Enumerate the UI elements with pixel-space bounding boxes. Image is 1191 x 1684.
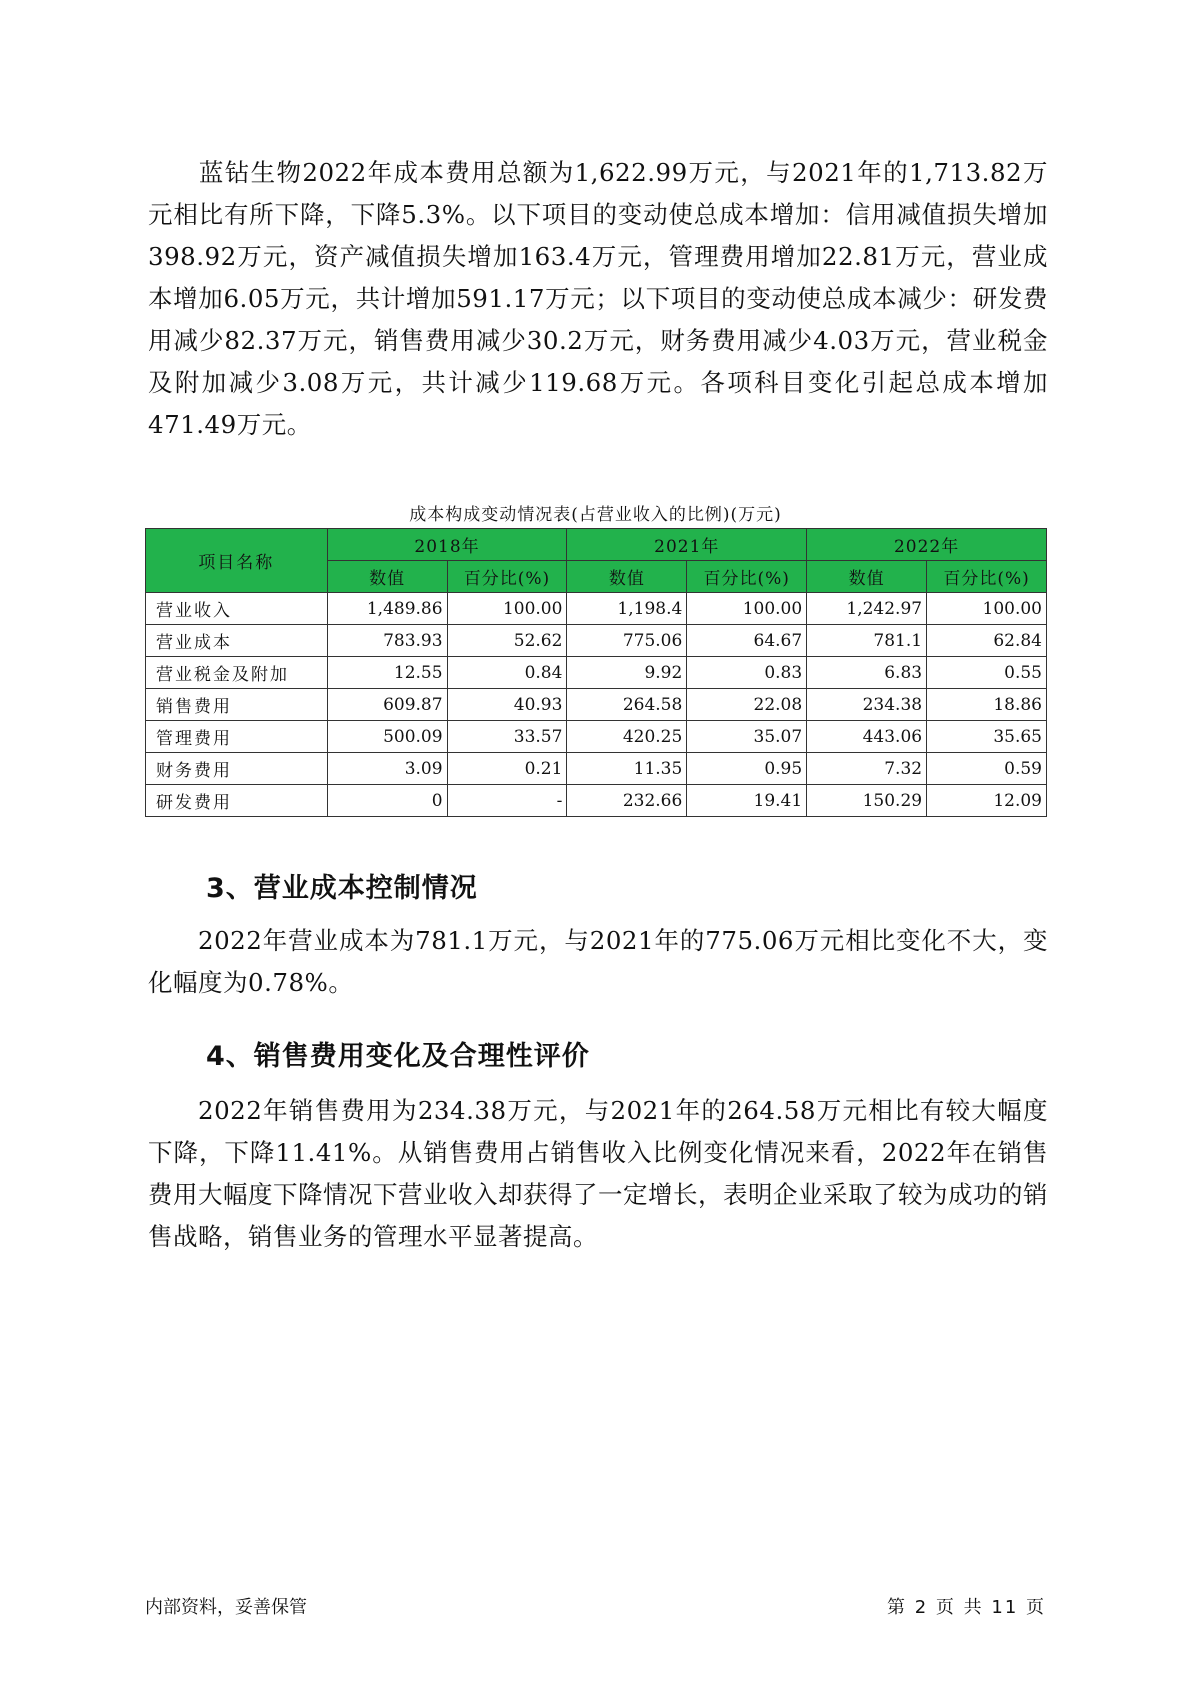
table-row [146,785,1047,817]
header-year-2022: 2022年 [807,529,1047,561]
cell-percent: 100.00 [687,593,807,625]
paragraph-sales-expense [148,1090,1048,1258]
row-label: 营业成本 [146,625,328,657]
cell-percent: 18.86 [927,689,1047,721]
header-value: 数值 [567,561,687,593]
cell-value: 500.09 [327,721,447,753]
cell-value: 781.1 [807,625,927,657]
cell-value: 420.25 [567,721,687,753]
cell-value: 11.35 [567,753,687,785]
table-row [146,689,1047,721]
section-heading-operating-cost: 3、营业成本控制情况 [206,873,478,904]
cell-percent: 62.84 [927,625,1047,657]
paragraph-operating-cost-text: 2022年营业成本为781.1万元，与2021年的775.06万元相比变化不大，变化幅度为0.78%。 [148,926,1048,997]
header-percent: 百分比(%) [447,561,567,593]
cell-value: 775.06 [567,625,687,657]
table-row [146,753,1047,785]
cell-value: 9.92 [567,657,687,689]
cell-value: 150.29 [807,785,927,817]
cell-value: 0 [327,785,447,817]
cost-structure-table [145,528,1047,817]
cell-percent: 12.09 [927,785,1047,817]
cell-value: 12.55 [327,657,447,689]
cell-percent: 22.08 [687,689,807,721]
cell-value: 783.93 [327,625,447,657]
cell-percent: 100.00 [927,593,1047,625]
footer-page-number: 第 2 页 共 11 页 [887,1597,1046,1618]
row-label: 研发费用 [146,785,328,817]
cell-value: 6.83 [807,657,927,689]
header-year-2021: 2021年 [567,529,807,561]
row-label: 财务费用 [146,753,328,785]
header-value: 数值 [327,561,447,593]
row-label: 营业税金及附加 [146,657,328,689]
row-label: 管理费用 [146,721,328,753]
table-row [146,593,1047,625]
row-label: 销售费用 [146,689,328,721]
cell-percent: 33.57 [447,721,567,753]
cell-value: 1,198.4 [567,593,687,625]
footer-confidential-note: 内部资料，妥善保管 [145,1597,307,1618]
paragraph-sales-expense-text: 2022年销售费用为234.38万元，与2021年的264.58万元相比有较大幅度下降，下降11.41%。从销售费用占销售收入比例变化情况来看，2022年在销售费用大幅度下降情况下营业收入却获得了一定增长，表明企业采取了较为成功的销售战略，销售业务的管理水平显著提高。 [148,1096,1048,1251]
paragraph-cost-summary-text: 蓝钻生物2022年成本费用总额为1,622.99万元，与2021年的1,713.82万元相比有所下降，下降5.3%。以下项目的变动使总成本增加：信用减值损失增加398.92万元，资产减值损失增加163.4万元，管理费用增加22.81万元，营业成本增加6.05万元，共计增加591.17万元；以下项目的变动使总成本减少：研发费用减少82.37万元，销售费用减少30.2万元，财务费用减少4.03万元，营业税金及附加减少3.08万元，共计减少119.68万元。各项科目变化引起总成本增加471.49万元。 [148,158,1048,439]
table-row [146,657,1047,689]
cell-percent: 100.00 [447,593,567,625]
cell-percent: 19.41 [687,785,807,817]
header-item-name: 项目名称 [146,529,328,593]
header-percent: 百分比(%) [927,561,1047,593]
paragraph-cost-summary [148,152,1048,446]
cell-percent: 0.84 [447,657,567,689]
cell-percent: - [447,785,567,817]
cell-value: 234.38 [807,689,927,721]
cell-percent: 40.93 [447,689,567,721]
cell-percent: 0.21 [447,753,567,785]
cell-percent: 0.55 [927,657,1047,689]
table-row [146,721,1047,753]
cell-value: 264.58 [567,689,687,721]
cell-percent: 35.07 [687,721,807,753]
cell-value: 1,489.86 [327,593,447,625]
cell-percent: 0.95 [687,753,807,785]
paragraph-operating-cost [148,920,1048,1004]
table-caption: 成本构成变动情况表(占营业收入的比例)(万元) [409,505,782,525]
cell-value: 7.32 [807,753,927,785]
section-heading-sales-expense: 4、销售费用变化及合理性评价 [206,1041,590,1072]
cell-value: 609.87 [327,689,447,721]
cell-value: 1,242.97 [807,593,927,625]
cell-percent: 35.65 [927,721,1047,753]
header-value: 数值 [807,561,927,593]
cell-value: 3.09 [327,753,447,785]
cell-percent: 52.62 [447,625,567,657]
cell-percent: 0.83 [687,657,807,689]
table-row [146,625,1047,657]
cell-value: 443.06 [807,721,927,753]
cell-value: 232.66 [567,785,687,817]
cell-percent: 64.67 [687,625,807,657]
cell-percent: 0.59 [927,753,1047,785]
row-label: 营业收入 [146,593,328,625]
header-year-2018: 2018年 [327,529,567,561]
header-percent: 百分比(%) [687,561,807,593]
